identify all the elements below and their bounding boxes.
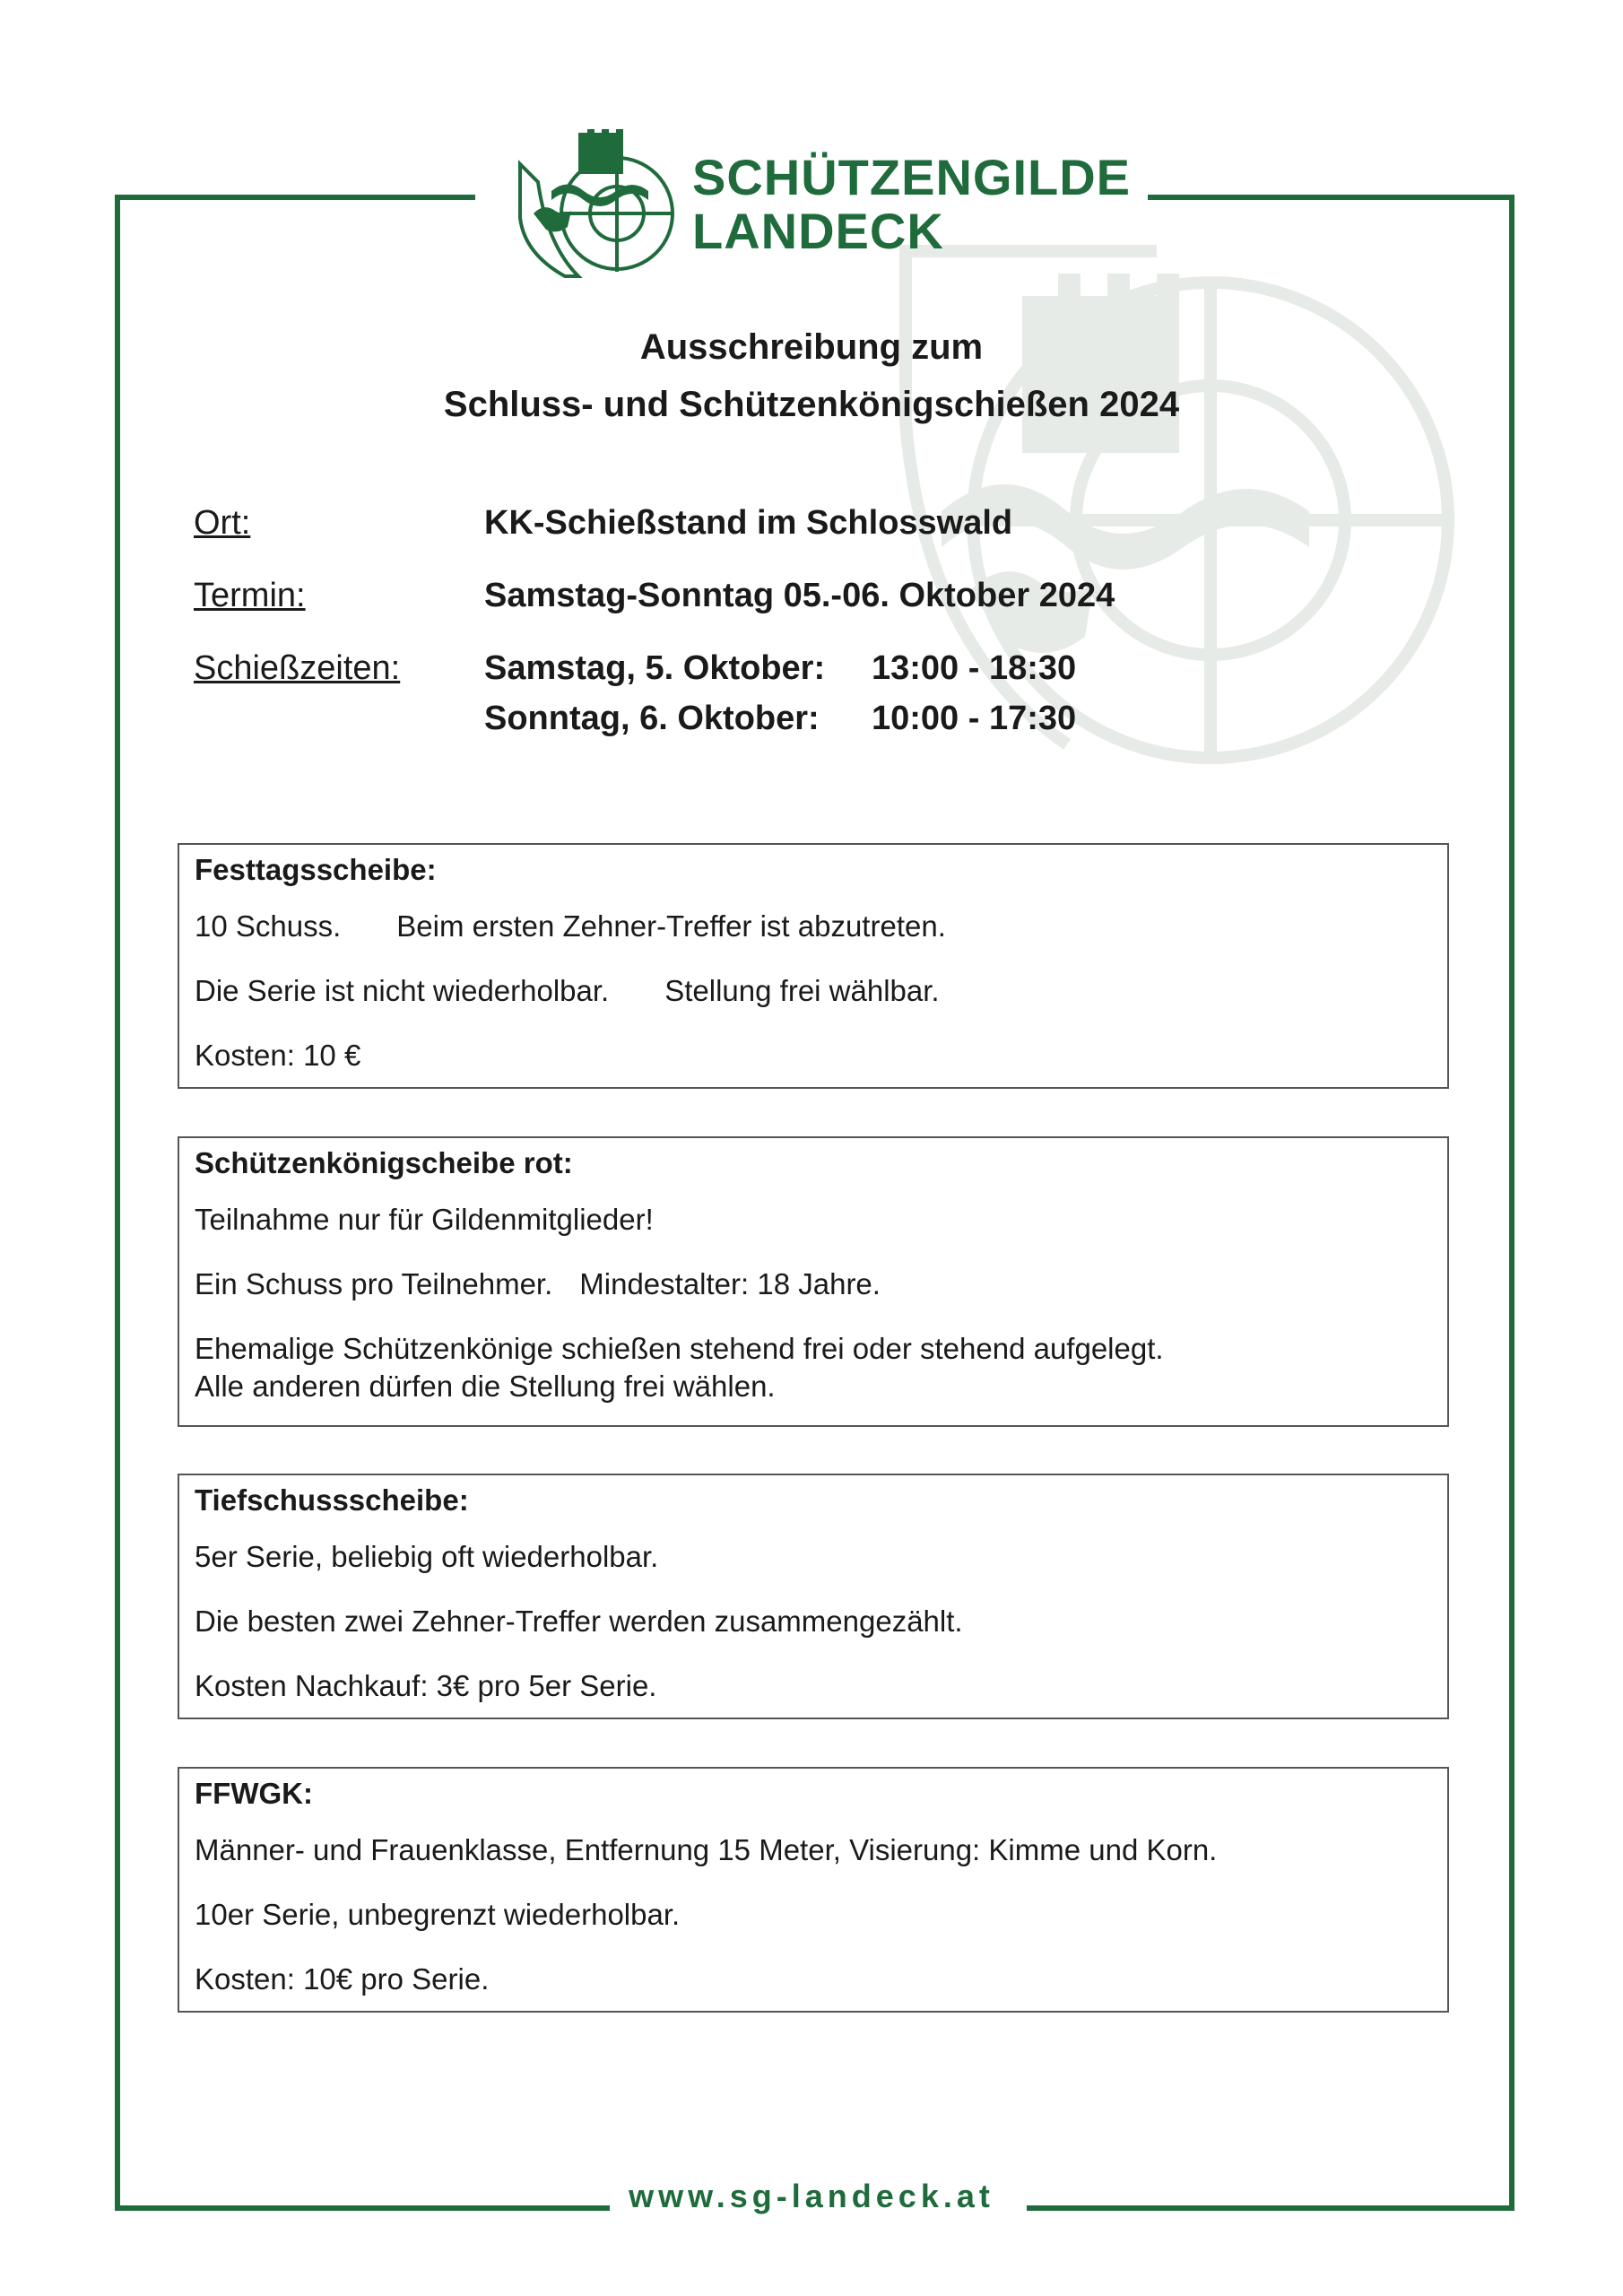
ort-value: KK-Schießstand im Schlosswald [484, 504, 1013, 542]
coat-of-arms-icon [511, 128, 677, 281]
box-line: Kosten Nachkauf: 3€ pro 5er Serie. [195, 1669, 657, 1702]
box-text: Beim ersten Zehner-Treffer ist abzutreten. [396, 909, 946, 943]
schuetzenkoenigscheibe-box [178, 1136, 1449, 1427]
ffwgk-box [178, 1767, 1449, 2013]
schiesszeiten-label: Schießzeiten: [194, 649, 401, 687]
time-1: 13:00 - 18:30 [872, 649, 1077, 687]
termin-value: Samstag-Sonntag 05.-06. Oktober 2024 [484, 577, 1115, 614]
box-heading: FFWGK: [195, 1777, 313, 1810]
website-url: www.sg-landeck.at [629, 2178, 994, 2214]
box-line: Ehemalige Schützenkönige schießen stehend frei oder stehend aufgelegt. [195, 1332, 1164, 1365]
tiefschussscheibe-box [178, 1474, 1449, 1719]
box-heading: Schützenkönigscheibe rot: [195, 1146, 573, 1179]
organization-logo-text [692, 151, 1131, 258]
title-line-1: Ausschreibung zum [639, 327, 984, 367]
document-title [0, 318, 1623, 433]
day-1: Samstag, 5. Oktober: [484, 649, 826, 687]
box-line: Männer- und Frauenklasse, Entfernung 15 Meter, Visierung: Kimme und Korn. [195, 1833, 1218, 1866]
logo-line-2: LANDECK [692, 203, 944, 259]
time-2: 10:00 - 17:30 [872, 700, 1077, 737]
box-line: Die besten zwei Zehner-Treffer werden zusammengezählt. [195, 1605, 963, 1638]
box-heading: Tiefschussscheibe: [195, 1483, 469, 1517]
termin-label: Termin: [194, 577, 306, 614]
title-line-2: Schluss- und Schützenkönigschießen 2024 [443, 385, 1180, 424]
box-line [195, 908, 1432, 945]
box-line: 5er Serie, beliebig oft wiederholbar. [195, 1540, 659, 1573]
box-text: Ein Schuss pro Teilnehmer. [195, 1267, 553, 1300]
box-line: Teilnahme nur für Gildenmitglieder! [195, 1203, 654, 1236]
logo-line-1: SCHÜTZENGILDE [692, 149, 1131, 205]
box-line: Alle anderen dürfen die Stellung frei wählen. [195, 1370, 776, 1403]
box-line: Kosten: 10 € [195, 1039, 361, 1072]
box-text: Stellung frei wählbar. [664, 974, 940, 1007]
box-line: 10er Serie, unbegrenzt wiederholbar. [195, 1898, 681, 1931]
box-text: 10 Schuss. [195, 909, 342, 943]
box-text: Die Serie ist nicht wiederholbar. [195, 974, 610, 1007]
box-line [195, 972, 1432, 1010]
day-2: Sonntag, 6. Oktober: [484, 700, 820, 737]
ort-label: Ort: [194, 504, 251, 542]
box-text: Mindestalter: 18 Jahre. [579, 1267, 881, 1300]
box-heading: Festtagsscheibe: [195, 853, 437, 886]
box-line [195, 1265, 1432, 1303]
box-line: Kosten: 10€ pro Serie. [195, 1962, 490, 1996]
festtagsscheibe-box [178, 843, 1449, 1089]
